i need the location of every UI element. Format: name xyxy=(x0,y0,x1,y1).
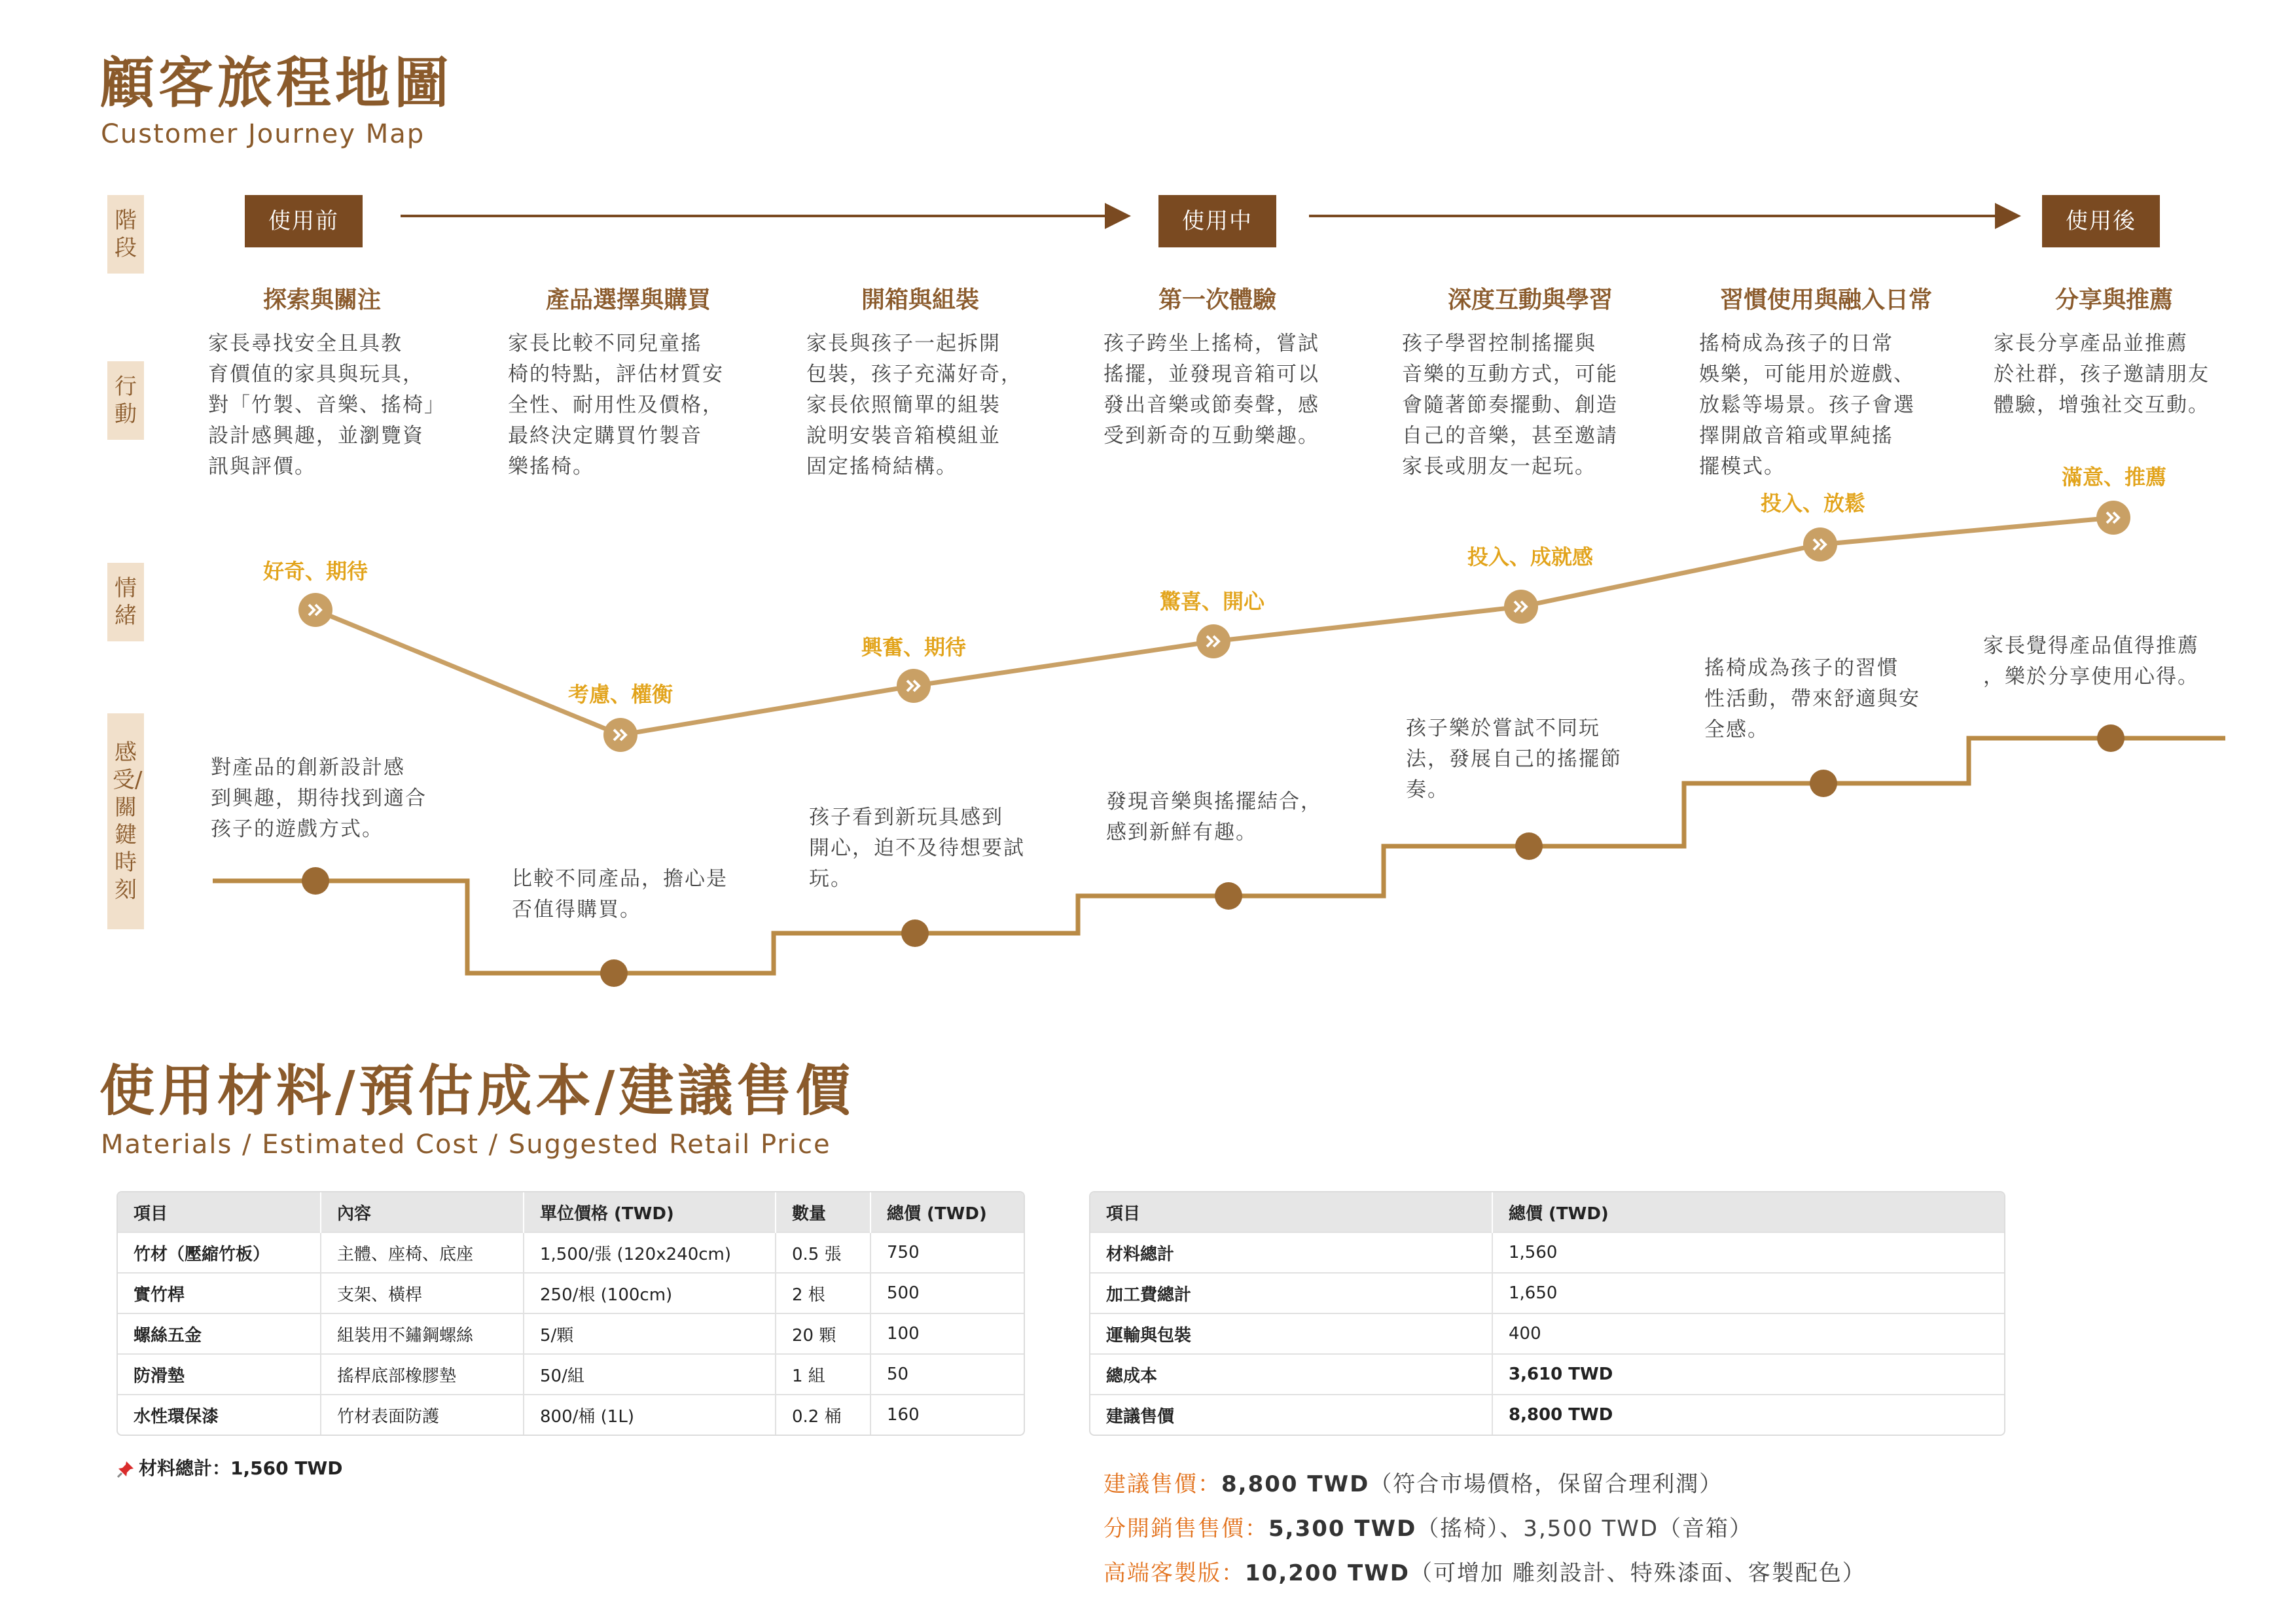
phase-action-select: 家長比較不同兒童搖 椅的特點，評估材質安 全性、耐用性及價格， 最終決定購買竹製音 樂搖椅。 xyxy=(508,332,724,478)
table-row: 防滑墊 搖桿底部橡膠墊 50/組 1 組 50 xyxy=(118,1354,1024,1395)
materials-total-note: 材料總計：1,560 TWD xyxy=(117,1454,343,1480)
moment-point xyxy=(1810,770,1837,797)
table-row: 竹材（壓縮竹板） 主體、座椅、底座 1,500/張 (120x240cm) 0.5 張 750 xyxy=(118,1232,1024,1273)
moment-text-first-use: 發現音樂與搖擺結合， 感到新鮮有趣。 xyxy=(1106,790,1322,844)
phase-title-select: 產品選擇與購買 xyxy=(545,287,711,313)
phase-action-deep-play: 孩子學習控制搖擺與 音樂的互動方式，可能 會隨著節奏擺動、創造 自己的音樂，甚至邀請 家長或朋友一起玩。 xyxy=(1402,332,1618,478)
moment-text-unbox: 孩子看到新玩具感到 開心，迫不及待想要試 玩。 xyxy=(809,806,1025,891)
cost-summary-table xyxy=(1089,1191,2005,1436)
materials-subtitle: Materials / Estimated Cost / Suggested Retail Price xyxy=(101,1130,831,1160)
emotion-point xyxy=(1196,624,1230,658)
moment-point xyxy=(1515,832,1543,860)
table-row: 水性環保漆 竹材表面防護 800/桶 (1L) 0.2 桶 160 xyxy=(118,1395,1024,1435)
journey-title: 顧客旅程地圖 xyxy=(99,51,454,115)
table-row: 建議售價 8,800 TWD xyxy=(1090,1395,2004,1435)
moment-text-deep-play: 孩子樂於嘗試不同玩 法，發展自己的搖擺節 奏。 xyxy=(1406,717,1622,802)
table-row: 運輸與包裝 400 xyxy=(1090,1313,2004,1354)
moment-point xyxy=(600,959,628,987)
materials-table xyxy=(117,1191,1025,1436)
price-line-suggested: 建議售價：8,800 TWD（符合市場價格，保留合理利潤） xyxy=(1103,1471,1723,1497)
phase-title-explore: 探索與關注 xyxy=(262,287,381,313)
row-label-action: 行動 xyxy=(107,361,144,440)
phase-title-unbox: 開箱與組裝 xyxy=(861,287,979,313)
emotion-point xyxy=(298,593,332,627)
moment-text-select: 比較不同產品，擔心是 否值得購買。 xyxy=(512,867,728,921)
emotion-point xyxy=(603,718,637,752)
materials-title: 使用材料/預估成本/建議售價 xyxy=(99,1059,855,1123)
price-line-separate: 分開銷售售價：5,300 TWD（搖椅）、3,500 TWD（音箱） xyxy=(1103,1516,1753,1542)
phase-action-share: 家長分享產品並推薦 於社群，孩子邀請朋友 體驗，增強社交互動。 xyxy=(1994,332,2210,417)
phase-action-unbox: 家長與孩子一起拆開 包裝，孩子充滿好奇， 家長依照簡單的組裝 說明安裝音箱模組並 固定搖椅結構。 xyxy=(806,332,1022,478)
moment-text-daily-habit: 搖椅成為孩子的習慣 性活動，帶來舒適與安 全感。 xyxy=(1704,656,1920,741)
emotion-label-select: 考慮、權衡 xyxy=(567,682,673,707)
emotion-label-explore: 好奇、期待 xyxy=(262,559,368,584)
emotion-point xyxy=(2096,501,2130,535)
moment-text-share: 家長覺得產品值得推薦 ，樂於分享使用心得。 xyxy=(1983,634,2199,688)
row-label-stage: 階段 xyxy=(107,195,144,274)
emotion-label-deep-play: 投入、成就感 xyxy=(1467,544,1593,569)
moment-point xyxy=(2097,724,2125,752)
table-row: 加工費總計 1,650 xyxy=(1090,1273,2004,1313)
row-label-emotion: 情緒 xyxy=(107,563,144,641)
stage-before: 使用前 xyxy=(245,195,363,247)
emotion-point xyxy=(897,669,931,703)
phase-title-share: 分享與推薦 xyxy=(2054,287,2173,313)
phase-action-daily-habit: 搖椅成為孩子的日常 娛樂，可能用於遊戲、 放鬆等場景。孩子會選 擇開啟音箱或單純搖 擺模式。 xyxy=(1699,332,1915,478)
journey-subtitle: Customer Journey Map xyxy=(101,119,425,149)
phase-action-first-use: 孩子跨坐上搖椅，嘗試 搖擺，並發現音箱可以 發出音樂或節奏聲，感 受到新奇的互動樂趣。 xyxy=(1103,332,1319,448)
price-line-premium: 高端客製版：10,200 TWD（可增加 雕刻設計、特殊漆面、客製配色） xyxy=(1103,1560,1866,1586)
table-header-row: 項目 內容 單位價格 (TWD) 數量 總價 (TWD) xyxy=(118,1192,1024,1232)
table-row: 螺絲五金 組裝用不鏽鋼螺絲 5/顆 20 顆 100 xyxy=(118,1313,1024,1354)
table-header-row: 項目 總價 (TWD) xyxy=(1090,1192,2004,1232)
emotion-point xyxy=(1803,527,1837,562)
moment-text-explore: 對產品的創新設計感 到興趣，期待找到適合 孩子的遊戲方式。 xyxy=(211,756,427,841)
phase-title-deep-play: 深度互動與學習 xyxy=(1447,287,1613,313)
pushpin-icon xyxy=(117,1460,135,1478)
emotion-label-share: 滿意、推薦 xyxy=(2061,465,2166,490)
moment-step-line xyxy=(213,738,2225,973)
moment-point xyxy=(901,919,929,947)
stage-during: 使用中 xyxy=(1158,195,1276,247)
table-row: 實竹桿 支架、橫桿 250/根 (100cm) 2 根 500 xyxy=(118,1273,1024,1313)
emotion-label-unbox: 興奮、期待 xyxy=(861,635,966,660)
table-row: 總成本 3,610 TWD xyxy=(1090,1354,2004,1395)
phase-action-explore: 家長尋找安全且具教 育價值的家具與玩具， 對「竹製、音樂、搖椅」 設計感興趣，並瀏覽資 訊與評價。 xyxy=(208,332,446,478)
row-label-moment: 感受/關鍵時刻 xyxy=(107,713,144,929)
stage-after: 使用後 xyxy=(2042,195,2160,247)
phase-title-daily-habit: 習慣使用與融入日常 xyxy=(1719,287,1932,313)
table-row: 材料總計 1,560 xyxy=(1090,1232,2004,1273)
phase-title-first-use: 第一次體驗 xyxy=(1158,287,1276,313)
moment-point xyxy=(1215,882,1242,910)
emotion-point xyxy=(1504,590,1538,624)
emotion-label-daily-habit: 投入、放鬆 xyxy=(1760,491,1865,516)
emotion-label-first-use: 驚喜、開心 xyxy=(1159,589,1265,614)
moment-point xyxy=(302,867,329,895)
